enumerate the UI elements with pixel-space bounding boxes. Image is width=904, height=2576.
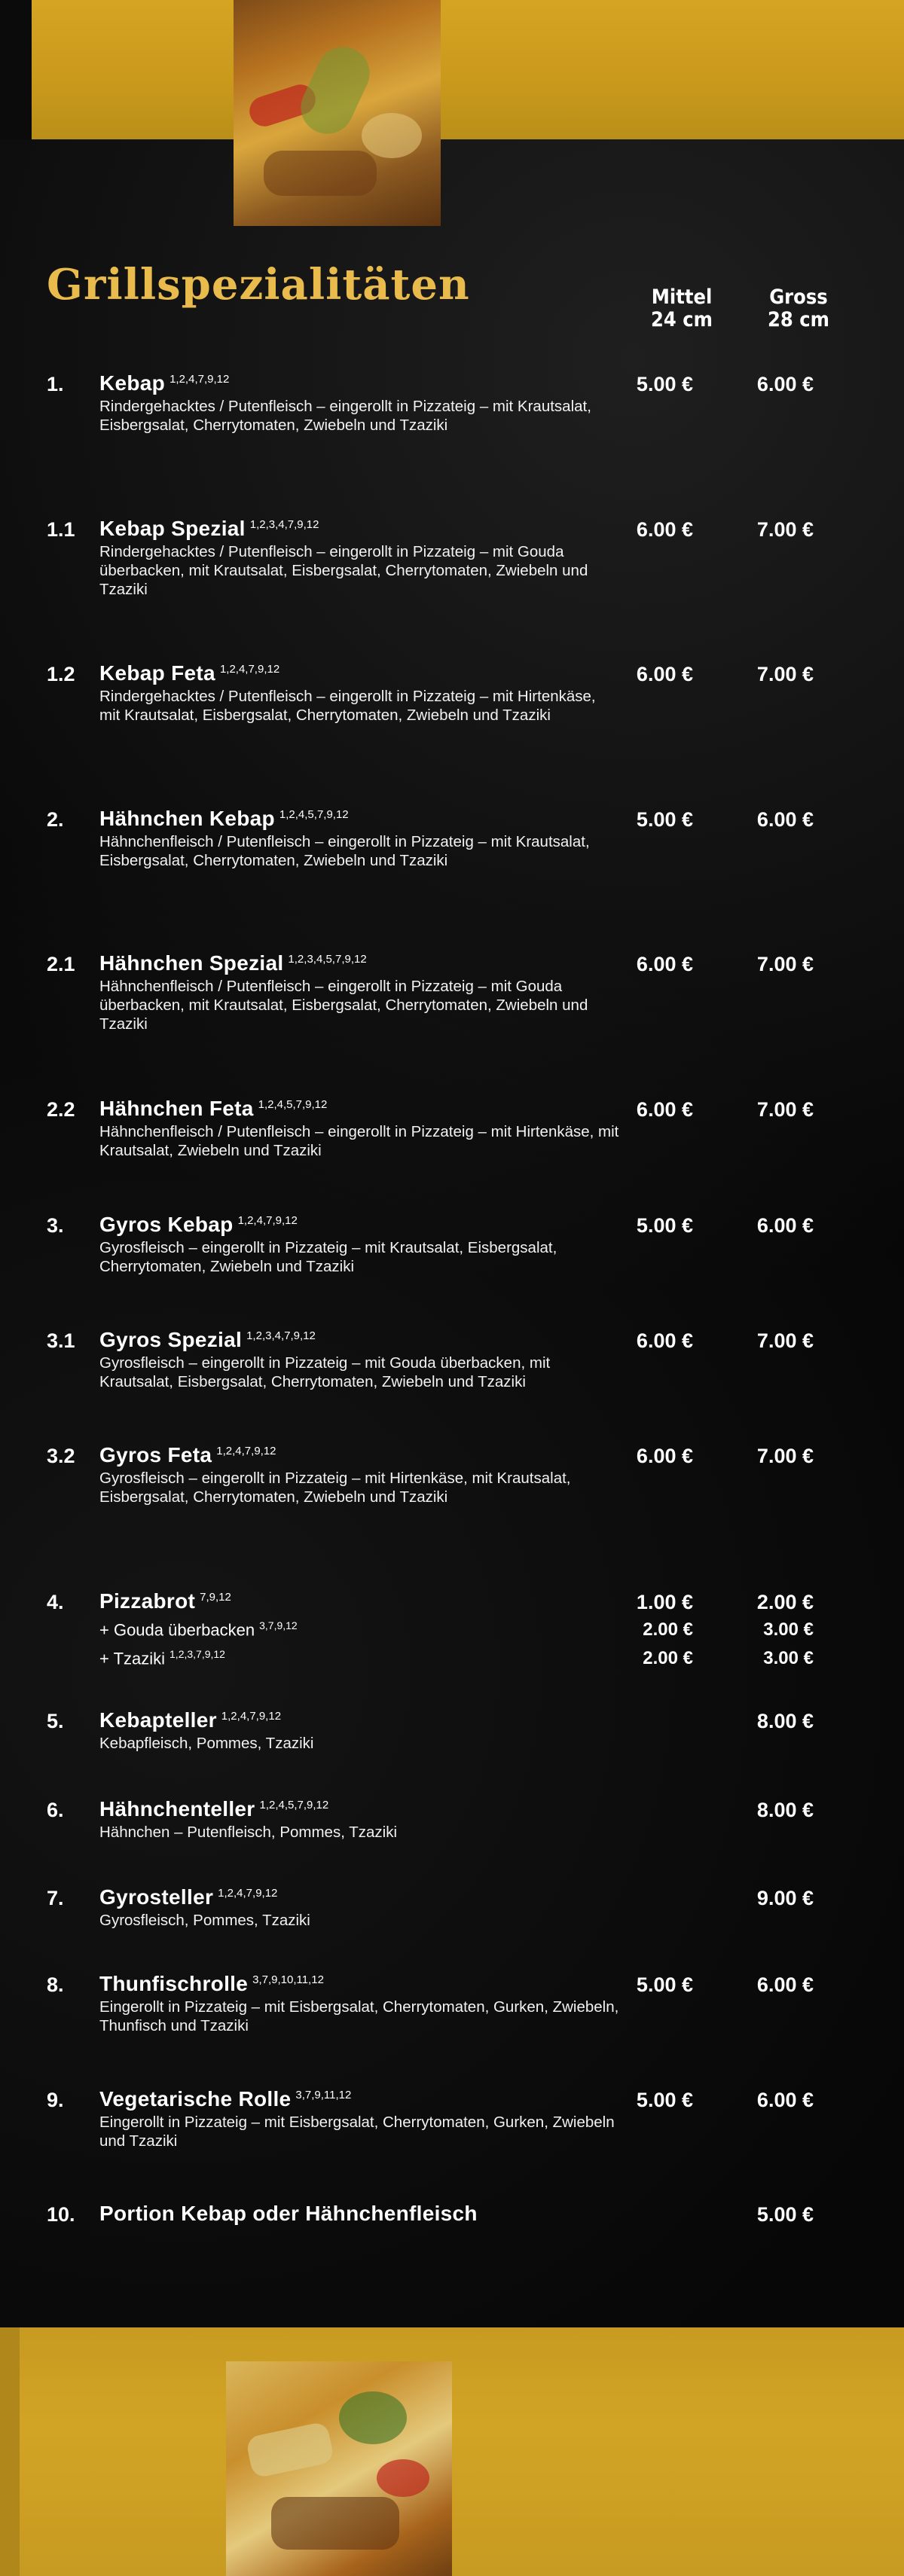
item-name [99,371,229,395]
addon-price-gross: 3.00 € [763,1648,814,1668]
item-description: Hähnchenfleisch / Putenfleisch – eingerollt in Pizzateig – mit Gouda überbacken, mit Krautsalat, Eisbergsalat, Cherrytomaten, Zwiebeln und Tzaziki [99,978,588,1033]
addon-label [99,1648,225,1668]
item-price-mittel: 6.00 € [636,1445,693,1467]
item-name [99,1443,276,1467]
item-description: Gyrosfleisch – eingerollt in Pizzateig – mit Gouda überbacken, mit Krautsalat, Eisbergsalat, Cherrytomaten, Zwiebeln und Tzaziki [99,1354,551,1390]
item-name [99,1972,324,1996]
item-name-text: Gyros Kebap [99,1213,234,1236]
item-price-gross: 6.00 € [756,808,814,831]
item-description: Rindergehacktes / Putenfleisch – eingerollt in Pizzateig – mit Gouda überbacken, mit Krautsalat, Eisbergsalat, Cherrytomaten, Zwiebeln und Tzaziki [99,543,588,598]
addon-allergen-codes: 1,2,3,7,9,12 [170,1648,225,1660]
item-price-gross: 7.00 € [756,1098,814,1121]
item-allergen-codes: 3,7,9,11,12 [295,2088,352,2101]
addon-allergen-codes: 3,7,9,12 [259,1619,298,1631]
item-name [99,2087,351,2111]
item-price-mittel: 6.00 € [636,953,693,975]
item-number: 1.1 [47,518,75,541]
item-name [99,2202,478,2226]
top-band-black-corner [0,0,32,139]
item-price-mittel: 5.00 € [636,373,693,395]
item-name-text: Gyros Feta [99,1443,212,1467]
item-allergen-codes: 1,2,3,4,7,9,12 [249,517,319,531]
item-price-gross: 6.00 € [756,2089,814,2111]
column-header-gross-label: Gross [769,285,828,309]
item-price-gross: 7.00 € [756,953,814,975]
item-description: Gyrosfleisch – eingerollt in Pizzateig – mit Hirtenkäse, mit Krautsalat, Eisbergsalat, Cherrytomaten, Zwiebeln und Tzaziki [99,1470,571,1506]
addon-price-mittel: 2.00 € [643,1648,693,1668]
item-allergen-codes: 7,9,12 [200,1590,231,1604]
item-allergen-codes: 1,2,4,7,9,12 [170,372,230,386]
item-number: 4. [47,1591,64,1613]
item-allergen-codes: 1,2,4,7,9,12 [216,1444,276,1457]
item-description: Hähnchenfleisch / Putenfleisch – eingerollt in Pizzateig – mit Hirtenkäse, mit Krautsalat, Zwiebeln und Tzaziki [99,1123,619,1159]
item-description: Hähnchenfleisch / Putenfleisch – eingerollt in Pizzateig – mit Krautsalat, Eisbergsalat, Cherrytomaten, Zwiebeln und Tzaziki [99,833,590,869]
item-name-text: Vegetarische Rolle [99,2087,292,2111]
item-price-gross: 7.00 € [756,1445,814,1467]
item-price-mittel: 5.00 € [636,2089,693,2111]
item-number: 10. [47,2203,75,2226]
page-title: Grillspezialitäten [47,260,470,310]
bottom-band-edge [0,2327,20,2576]
item-number: 5. [47,1710,64,1732]
item-allergen-codes: 1,2,4,5,7,9,12 [279,807,349,821]
item-number: 2.2 [47,1098,75,1121]
item-name-text: Gyrosteller [99,1885,214,1909]
item-name [99,1589,231,1613]
item-name [99,1097,327,1121]
item-price-gross: 6.00 € [756,373,814,395]
item-name-text: Kebapteller [99,1708,217,1732]
item-allergen-codes: 3,7,9,10,11,12 [252,1973,324,1986]
item-allergen-codes: 1,2,3,4,7,9,12 [246,1329,316,1342]
item-description: Rindergehacktes / Putenfleisch – eingerollt in Pizzateig – mit Hirtenkäse, mit Krautsalat, Eisbergsalat, Cherrytomaten, Zwiebeln und Tzaziki [99,688,596,724]
item-name-text: Portion Kebap oder Hähnchenfleisch [99,2202,478,2225]
item-allergen-codes: 1,2,4,7,9,12 [221,1709,282,1723]
top-gold-band [0,0,904,139]
item-number: 2.1 [47,953,75,975]
item-number: 1.2 [47,663,75,685]
item-name-text: Hähnchenteller [99,1797,255,1821]
item-number: 3.2 [47,1445,75,1467]
bottom-gold-band [0,2327,904,2576]
kebab-photo-top [234,0,441,226]
item-number: 2. [47,808,64,831]
item-number: 6. [47,1799,64,1821]
column-header-gross-size: 28 cm [768,308,829,332]
item-description: Eingerollt in Pizzateig – mit Eisbergsalat, Cherrytomaten, Gurken, Zwiebeln und Tzaziki [99,2114,615,2150]
item-allergen-codes: 1,2,4,7,9,12 [218,1886,278,1900]
item-name-text: Hähnchen Kebap [99,807,275,830]
item-price-mittel: 6.00 € [636,1098,693,1121]
addon-label-text: + Gouda überbacken [99,1620,255,1640]
item-price-gross: 7.00 € [756,1329,814,1352]
item-name [99,807,349,831]
item-name-text: Hähnchen Feta [99,1097,254,1120]
item-description: Eingerollt in Pizzateig – mit Eisbergsalat, Cherrytomaten, Gurken, Zwiebeln, Thunfisch und Tzaziki [99,1998,619,2034]
item-price-mittel: 5.00 € [636,1214,693,1237]
column-header-mittel-size: 24 cm [651,308,713,332]
item-allergen-codes: 1,2,4,7,9,12 [237,1213,298,1227]
item-price-gross: 7.00 € [756,518,814,541]
item-allergen-codes: 1,2,4,7,9,12 [219,662,280,676]
teller-photo-bottom [226,2361,452,2576]
item-name-text: Hähnchen Spezial [99,951,284,975]
item-price-gross: 6.00 € [756,1214,814,1237]
item-description: Gyrosfleisch, Pommes, Tzaziki [99,1912,310,1929]
item-description: Hähnchen – Putenfleisch, Pommes, Tzaziki [99,1824,398,1841]
item-number: 7. [47,1887,64,1909]
item-allergen-codes: 1,2,4,5,7,9,12 [258,1097,328,1111]
column-header-gross [753,286,844,331]
item-name-text: Kebap Spezial [99,517,246,540]
item-name [99,1797,328,1821]
item-description: Rindergehacktes / Putenfleisch – eingerollt in Pizzateig – mit Krautsalat, Eisbergsalat, Cherrytomaten, Zwiebeln und Tzaziki [99,398,591,434]
column-header-mittel [637,286,727,331]
addon-label [99,1619,298,1640]
column-header-mittel-label: Mittel [651,285,713,309]
item-price-mittel: 1.00 € [636,1591,693,1613]
item-price-mittel: 6.00 € [636,1329,693,1352]
item-description: Kebapfleisch, Pommes, Tzaziki [99,1735,314,1752]
item-name-text: Gyros Spezial [99,1328,243,1351]
item-number: 1. [47,373,64,395]
item-price-gross: 6.00 € [756,1973,814,1996]
item-allergen-codes: 1,2,4,5,7,9,12 [259,1798,329,1811]
addon-price-mittel: 2.00 € [643,1619,693,1640]
item-name [99,517,319,541]
item-name-text: Thunfischrolle [99,1972,249,1995]
item-number: 8. [47,1973,64,1996]
item-name-text: Kebap [99,371,166,395]
item-price-gross: 8.00 € [756,1710,814,1732]
item-number: 9. [47,2089,64,2111]
item-price-gross: 2.00 € [756,1591,814,1613]
item-price-gross: 5.00 € [756,2203,814,2226]
item-allergen-codes: 1,2,3,4,5,7,9,12 [288,952,367,966]
item-name [99,951,367,975]
item-name-text: Kebap Feta [99,661,215,685]
item-name [99,1328,316,1352]
item-number: 3.1 [47,1329,75,1352]
item-name [99,1213,298,1237]
item-price-gross: 7.00 € [756,663,814,685]
item-price-mittel: 5.00 € [636,1973,693,1996]
item-price-mittel: 5.00 € [636,808,693,831]
addon-price-gross: 3.00 € [763,1619,814,1640]
item-price-mittel: 6.00 € [636,663,693,685]
item-price-gross: 8.00 € [756,1799,814,1821]
item-name-text: Pizzabrot [99,1589,196,1613]
item-name [99,1885,277,1909]
item-description: Gyrosfleisch – eingerollt in Pizzateig – mit Krautsalat, Eisbergsalat, Cherrytomaten, Zwiebeln und Tzaziki [99,1239,557,1275]
item-name [99,1708,281,1732]
item-number: 3. [47,1214,64,1237]
addon-label-text: + Tzaziki [99,1649,166,1668]
item-price-gross: 9.00 € [756,1887,814,1909]
item-price-mittel: 6.00 € [636,518,693,541]
item-name [99,661,279,685]
